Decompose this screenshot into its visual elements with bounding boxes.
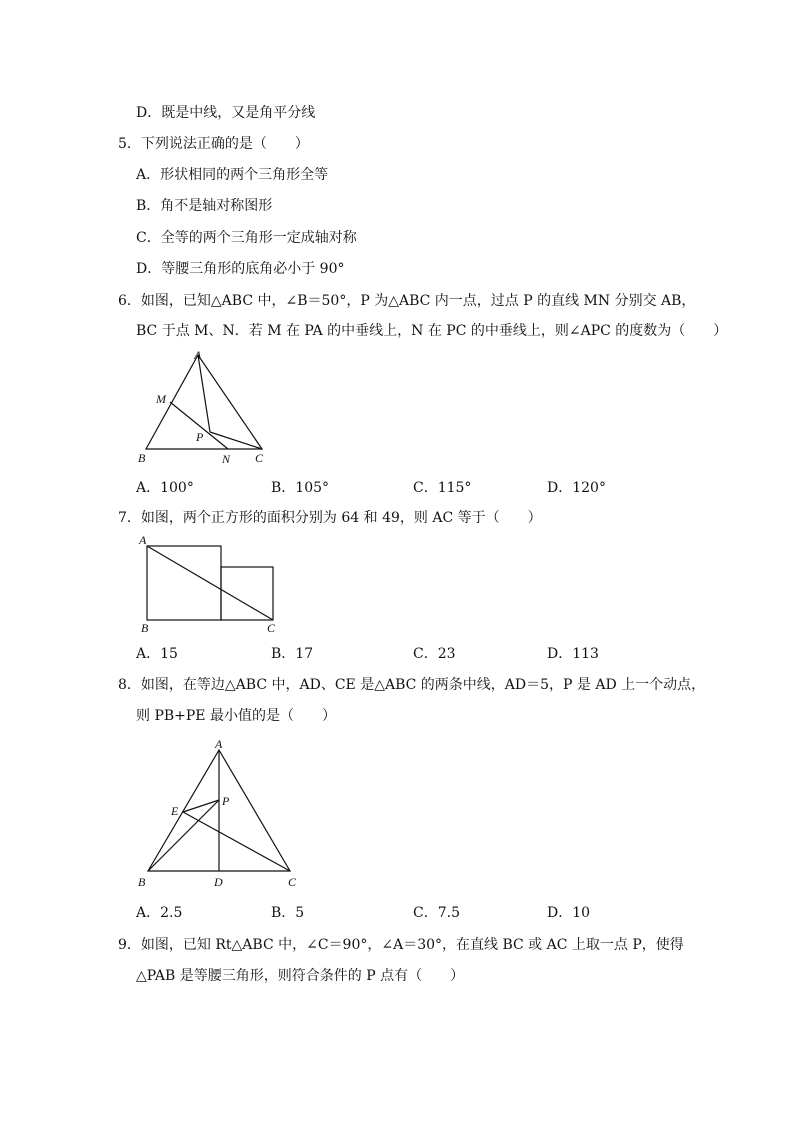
q9-stem-line1: 9．如图，已知 Rt△ABC 中，∠C＝90°，∠A＝30°，在直线 BC 或 AC 上取一点 P，使得 bbox=[118, 937, 684, 953]
q9-stem-line2: △PAB 是等腰三角形，则符合条件的 P 点有（ ） bbox=[136, 968, 465, 984]
q7-option-c: C．23 bbox=[413, 646, 456, 662]
q6-option-b: B．105° bbox=[271, 480, 330, 496]
q8-option-d: D．10 bbox=[547, 905, 591, 921]
q7-label-c: C bbox=[267, 621, 276, 635]
q6-label-a: A bbox=[194, 348, 202, 362]
q6-label-c: C bbox=[255, 451, 264, 465]
q6-option-a: A．100° bbox=[136, 480, 194, 496]
q8-label-b: B bbox=[138, 875, 146, 889]
q4-option-d: D．既是中线，又是角平分线 bbox=[136, 105, 316, 121]
q8-option-c: C．7.5 bbox=[413, 905, 460, 921]
q6-label-b: B bbox=[138, 451, 146, 465]
q7-option-a: A．15 bbox=[136, 646, 178, 662]
q6-figure bbox=[130, 345, 280, 470]
q8-label-p: P bbox=[222, 794, 230, 808]
q8-label-d: D bbox=[214, 875, 223, 889]
q8-label-c: C bbox=[288, 875, 297, 889]
q5-option-d: D．等腰三角形的底角必小于 90° bbox=[136, 261, 345, 277]
q8-figure bbox=[130, 738, 310, 893]
q6-label-p: P bbox=[196, 430, 204, 444]
q5-stem: 5．下列说法正确的是（ ） bbox=[118, 136, 309, 152]
q7-label-a: A bbox=[139, 533, 147, 547]
q7-option-b: B．17 bbox=[271, 646, 314, 662]
q6-option-c: C．115° bbox=[413, 480, 472, 496]
q8-stem-line1: 8．如图，在等边△ABC 中，AD、CE 是△ABC 的两条中线，AD＝5，P 是 AD 上一个动点， bbox=[118, 677, 706, 693]
q8-option-a: A．2.5 bbox=[136, 905, 183, 921]
q6-line-ap bbox=[198, 355, 210, 432]
q7-line-ac bbox=[147, 546, 273, 620]
q6-label-n: N bbox=[222, 452, 231, 466]
q7-figure bbox=[135, 532, 285, 637]
q5-option-b: B．角不是轴对称图形 bbox=[136, 198, 273, 214]
q7-stem: 7．如图，两个正方形的面积分别为 64 和 49，则 AC 等于（ ） bbox=[118, 510, 542, 526]
q5-option-c: C．全等的两个三角形一定成轴对称 bbox=[136, 230, 357, 246]
q6-option-d: D．120° bbox=[547, 480, 606, 496]
q6-stem-line1: 6．如图，已知△ABC 中，∠B＝50°，P 为△ABC 内一点，过点 P 的直线 MN 分别交 AB， bbox=[118, 293, 696, 309]
q6-stem-line2: BC 于点 M、N．若 M 在 PA 的中垂线上，N 在 PC 的中垂线上，则∠APC 的度数为（ ） bbox=[136, 323, 728, 339]
q8-option-b: B．5 bbox=[271, 905, 305, 921]
q8-label-a: A bbox=[215, 737, 223, 751]
q6-label-m: M bbox=[156, 392, 166, 406]
q7-option-d: D．113 bbox=[547, 646, 599, 662]
q7-label-b: B bbox=[141, 621, 149, 635]
q5-option-a: A．形状相同的两个三角形全等 bbox=[136, 167, 329, 183]
q8-label-e: E bbox=[171, 804, 179, 818]
q8-median-ce bbox=[183, 812, 290, 871]
q8-stem-line2: 则 PB+PE 最小值的是（ ） bbox=[136, 708, 336, 724]
